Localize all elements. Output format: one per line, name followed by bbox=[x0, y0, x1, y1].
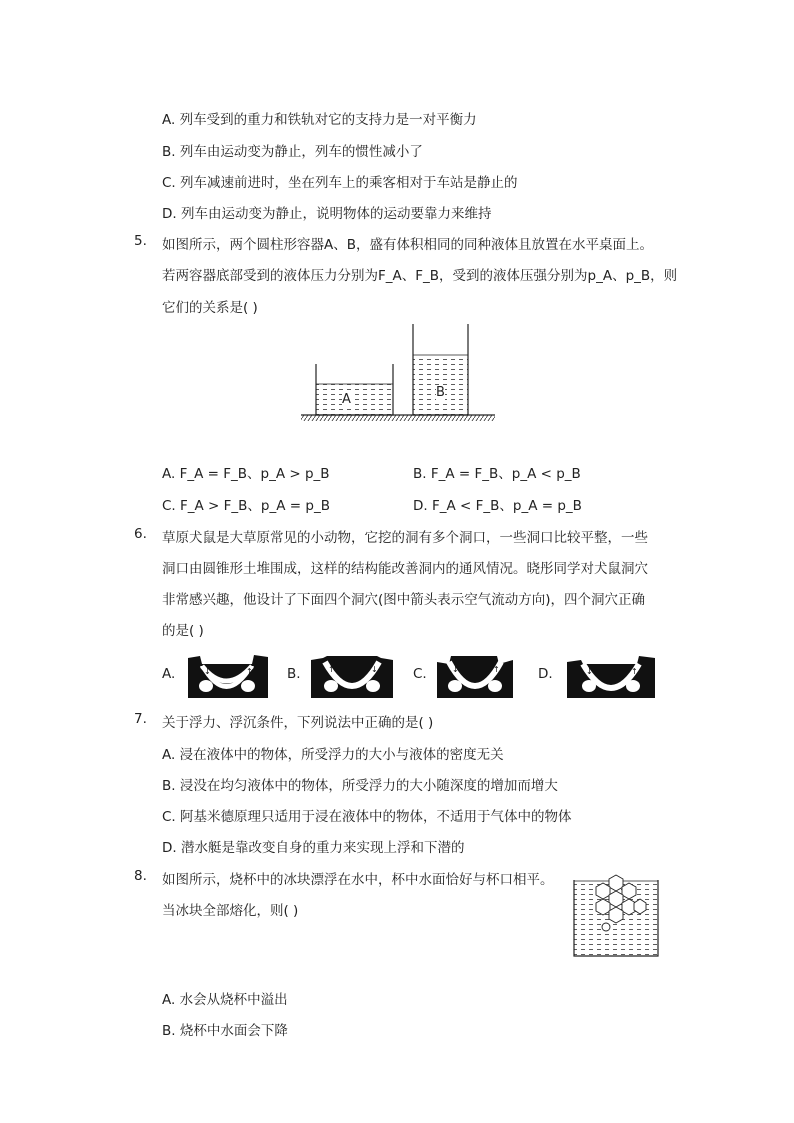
svg-text:↑: ↑ bbox=[631, 667, 638, 676]
q5-option-a: A. F_A = F_B、p_A > p_B bbox=[162, 466, 330, 482]
q7-number: 7. bbox=[134, 711, 147, 727]
q8-number: 8. bbox=[134, 868, 147, 884]
q4-option-b: B. 列车由运动变为静止，列车的惯性减小了 bbox=[162, 144, 423, 160]
q5-option-d: D. F_A < F_B、p_A = p_B bbox=[413, 498, 582, 514]
q5-stem-line-2: 若两容器底部受到的液体压力分别为F_A、F_B，受到的液体压强分别为p_A、p_B，则 bbox=[162, 268, 678, 284]
svg-text:↓: ↓ bbox=[371, 665, 378, 674]
q5-figure-label-a: A bbox=[342, 392, 351, 407]
q5-stem-line-1: 如图所示，两个圆柱形容器A、B，盛有体积相同的同种液体且放置在水平桌面上。 bbox=[162, 237, 653, 253]
q4-option-d: D. 列车由运动变为静止，说明物体的运动要靠力来维持 bbox=[162, 206, 492, 222]
q8-option-b: B. 烧杯中水面会下降 bbox=[162, 1023, 288, 1039]
q6-burrow-c-figure bbox=[435, 652, 515, 700]
q5-stem-line-3: 它们的关系是( ) bbox=[162, 300, 258, 316]
q7-option-a: A. 浸在液体中的物体，所受浮力的大小与液体的密度无关 bbox=[162, 747, 504, 763]
q8-stem-line-1: 如图所示，烧杯中的冰块漂浮在水中，杯中水面恰好与杯口相平。 bbox=[162, 872, 554, 888]
q6-stem-line-1: 草原犬鼠是大草原常见的小动物，它挖的洞有多个洞口，一些洞口比较平整，一些 bbox=[162, 530, 648, 546]
q8-stem-line-2: 当冰块全部熔化，则( ) bbox=[162, 903, 299, 919]
q6-option-b-letter: B. bbox=[287, 666, 301, 682]
q6-burrow-b-figure bbox=[309, 652, 395, 700]
q8-option-a: A. 水会从烧杯中溢出 bbox=[162, 992, 288, 1008]
svg-text:↑: ↑ bbox=[246, 667, 253, 676]
q7-stem: 关于浮力、浮沉条件，下列说法中正确的是( ) bbox=[162, 715, 434, 731]
q5-option-b: B. F_A = F_B、p_A < p_B bbox=[413, 466, 581, 482]
q6-stem-line-2: 洞口由圆锥形土堆围成，这样的结构能改善洞内的通风情况。晓彤同学对犬鼠洞穴 bbox=[162, 561, 648, 577]
q7-option-d: D. 潜水艇是靠改变自身的重力来实现上浮和下潜的 bbox=[162, 840, 465, 856]
q7-option-b: B. 浸没在均匀液体中的物体，所受浮力的大小随深度的增加而增大 bbox=[162, 778, 558, 794]
q7-option-c: C. 阿基米德原理只适用于浸在液体中的物体，不适用于气体中的物体 bbox=[162, 809, 572, 825]
q6-option-d-letter: D. bbox=[538, 666, 553, 682]
q6-option-c-letter: C. bbox=[413, 666, 427, 682]
svg-text:↑: ↑ bbox=[328, 665, 335, 674]
q6-burrow-a-figure bbox=[186, 652, 270, 700]
q6-stem-line-3: 非常感兴趣，他设计了下面四个洞穴(图中箭头表示空气流动方向)，四个洞穴正确 bbox=[162, 592, 646, 608]
q5-figure-label-b: B bbox=[436, 385, 445, 400]
q4-option-a: A. 列车受到的重力和铁轨对它的支持力是一对平衡力 bbox=[162, 112, 477, 128]
svg-text:↓: ↓ bbox=[586, 667, 593, 676]
q6-option-a-letter: A. bbox=[162, 666, 176, 682]
q5-containers-figure bbox=[298, 322, 498, 422]
q8-beaker-figure bbox=[572, 872, 660, 960]
q6-burrow-d-figure bbox=[565, 652, 657, 700]
q5-option-c: C. F_A > F_B、p_A = p_B bbox=[162, 498, 330, 514]
svg-text:↑: ↑ bbox=[493, 665, 500, 674]
q6-number: 6. bbox=[134, 526, 147, 542]
q6-stem-line-4: 的是( ) bbox=[162, 623, 204, 639]
svg-text:↓: ↓ bbox=[452, 665, 459, 674]
q4-option-c: C. 列车减速前进时，坐在列车上的乘客相对于车站是静止的 bbox=[162, 175, 518, 191]
q5-number: 5. bbox=[134, 233, 147, 249]
svg-text:↓: ↓ bbox=[204, 667, 211, 676]
